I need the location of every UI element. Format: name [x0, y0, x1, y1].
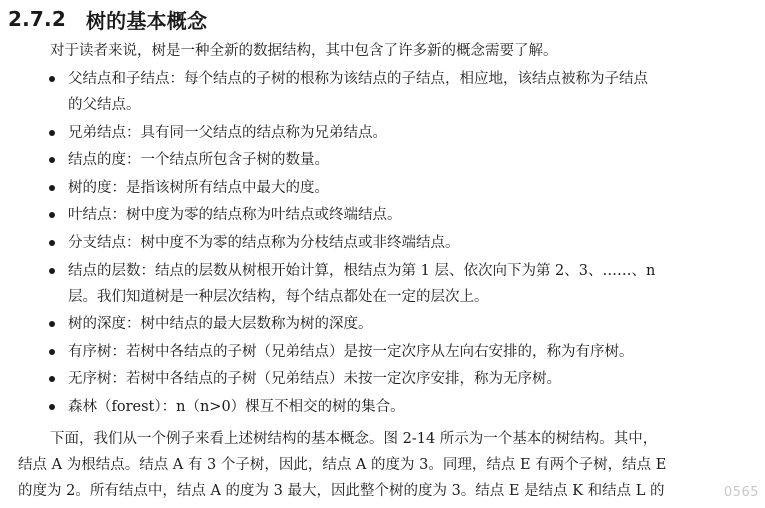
- list-item: [48, 120, 748, 146]
- list-item: [48, 311, 748, 337]
- list-item: [48, 230, 748, 256]
- list-item-text: 树的深度：树中结点的最大层数称为树的深度。: [68, 316, 373, 333]
- list-item-text: 父结点和子结点：每个结点的子树的根称为该结点的子结点，相应地，该结点被称为子结点: [68, 71, 648, 87]
- section-heading: [8, 2, 207, 36]
- bullet-icon: [49, 240, 55, 246]
- section-number: 2.7.2: [8, 7, 66, 31]
- list-item: [48, 394, 748, 420]
- list-item-text: 结点的层数：结点的层数从树根开始计算，根结点为第 1 层、依次向下为第 2、3、……、n: [68, 262, 656, 279]
- list-item: [48, 258, 748, 310]
- list-item-text: 结点的度：一个结点所包含子树的数量。: [68, 152, 329, 169]
- section-title: 树的基本概念: [85, 8, 208, 33]
- concept-list: [48, 66, 748, 422]
- list-item-continuation: 的父结点。: [68, 97, 141, 113]
- list-item-text: 森林（forest）：n（n>0）棵互不相交的树的集合。: [68, 398, 405, 415]
- bullet-icon: [49, 268, 55, 274]
- list-item: [48, 366, 748, 392]
- bullet-icon: [49, 157, 55, 163]
- watermark: 0565: [723, 485, 759, 500]
- list-item: [48, 175, 748, 201]
- list-item-text: 树的度：是指该树所有结点中最大的度。: [68, 179, 329, 196]
- bullet-icon: [49, 76, 55, 82]
- bullet-icon: [49, 376, 55, 382]
- intro-paragraph: 对于读者来说，树是一种全新的数据结构，其中包含了许多新的概念需要了解。: [50, 43, 558, 59]
- list-item-text: 分支结点：树中度不为零的结点称为分枝结点或非终端结点。: [68, 234, 460, 251]
- bullet-icon: [49, 404, 55, 410]
- example-paragraph: [18, 426, 758, 504]
- bullet-icon: [49, 212, 55, 218]
- paragraph-line: 结点 A 为根结点。结点 A 有 3 个子树，因此，结点 A 的度为 3。同理，结点 E 有两个子树，结点 E: [18, 457, 667, 473]
- list-item: [48, 66, 748, 118]
- bullet-icon: [49, 321, 55, 327]
- bullet-icon: [49, 185, 55, 191]
- list-item-continuation: 层。我们知道树是一种层次结构，每个结点都处在一定的层次上。: [68, 288, 489, 305]
- bullet-icon: [49, 130, 55, 136]
- list-item-text: 兄弟结点：具有同一父结点的结点称为兄弟结点。: [68, 124, 387, 141]
- list-item: [48, 339, 748, 365]
- list-item: [48, 147, 748, 173]
- list-item-text: 无序树：若树中各结点的子树（兄弟结点）未按一定次序安排，称为无序树。: [68, 371, 561, 388]
- paragraph-line: 的度为 2。所有结点中，结点 A 的度为 3 最大，因此整个树的度为 3。结点 E 是结点 K 和结点 L 的: [18, 483, 665, 499]
- list-item-text: 叶结点：树中度为零的结点称为叶结点或终端结点。: [68, 207, 402, 224]
- paragraph-line: 下面，我们从一个例子来看上述树结构的基本概念。图 2-14 所示为一个基本的树结构。其中，: [50, 431, 658, 447]
- list-item-text: 有序树：若树中各结点的子树（兄弟结点）是按一定次序从左向右安排的，称为有序树。: [68, 343, 634, 360]
- bullet-icon: [49, 349, 55, 355]
- list-item: [48, 202, 748, 228]
